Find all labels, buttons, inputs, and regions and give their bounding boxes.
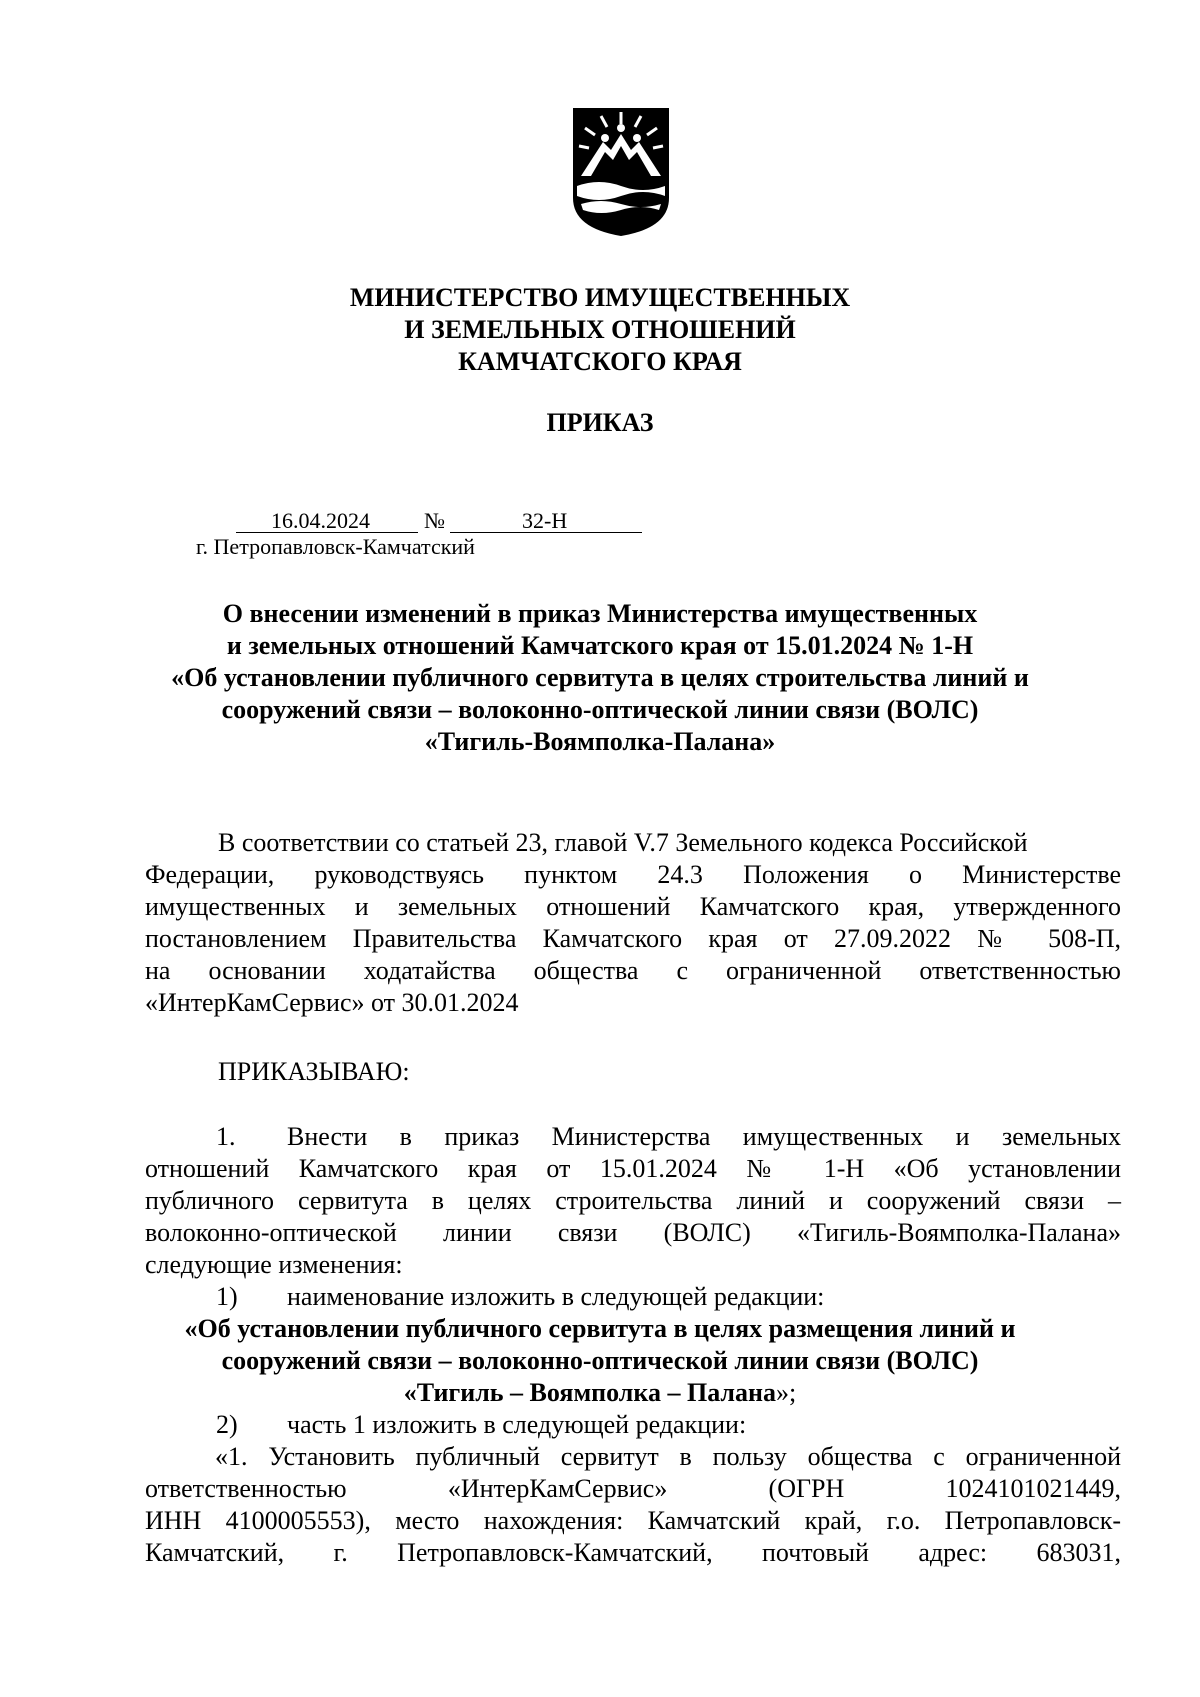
part-1-line-1: «1. Установить публичный сервитут в пользу общества с ограниченной [215, 1442, 1121, 1471]
number-underline [450, 532, 642, 533]
item-1-line-2: отношений Камчатского края от 15.01.2024 № 1-Н «Об установлении [145, 1154, 1121, 1183]
order-city: г. Петропавловск-Камчатский [196, 534, 475, 559]
item-1-line-4: волоконно-оптической линии связи (ВОЛС) «Тигиль-Воямполка-Палана» [145, 1218, 1121, 1247]
preamble-line-2: Федерации, руководствуясь пунктом 24.3 Положения о Министерстве [145, 860, 1121, 889]
preamble-paragraph [145, 827, 1121, 1019]
subject-line-4: сооружений связи – волоконно-оптической линии связи (ВОЛС) [221, 695, 979, 724]
ministry-line-2: И ЗЕМЕЛЬНЫХ ОТНОШЕНИЙ [404, 315, 796, 344]
preamble-line-4: постановлением Правительства Камчатского края от 27.09.2022 № 508-П, [145, 924, 1121, 953]
kamchatka-coat-of-arms-icon [571, 106, 671, 238]
new-title-line-3-tail: »; [776, 1378, 797, 1407]
new-title-line-3-bold: «Тигиль – Воямполка – Палана [403, 1378, 777, 1407]
preamble-line-1: В соответствии со статьей 23, главой V.7 Земельного кодекса Российской [218, 828, 1028, 857]
part-1-line-2: ответственностью «ИнтерКамСервис» (ОГРН 1024101021449, [145, 1474, 1121, 1503]
sub-item-1-text: наименование изложить в следующей редакции: [287, 1282, 825, 1311]
item-1-line-5: следующие изменения: [145, 1250, 403, 1279]
order-date: 16.04.2024 [271, 508, 370, 533]
part-1-paragraph [145, 1473, 1121, 1569]
preamble-line-5: на основании ходатайства общества с ограниченной ответственностью [145, 956, 1121, 985]
preamble-line-6: «ИнтерКамСервис» от 30.01.2024 [145, 988, 519, 1017]
part-1-first-line [215, 1441, 1121, 1473]
part-1-line-4: Камчатский, г. Петропавловск-Камчатский, почтовый адрес: 683031, [145, 1538, 1121, 1567]
order-subject [0, 598, 1200, 758]
date-underline [236, 532, 418, 533]
part-1-line-3: ИНН 4100005553), место нахождения: Камчатский край, г.о. Петропавловск- [145, 1506, 1121, 1535]
ministry-name [0, 282, 1200, 378]
number-sign: № [424, 508, 445, 533]
order-directive [145, 1056, 1121, 1088]
ministry-line-3: КАМЧАТСКОГО КРАЯ [458, 347, 742, 376]
item-1-number: 1. [216, 1122, 236, 1151]
new-title-line-2: сооружений связи – волоконно-оптической линии связи (ВОЛС) [221, 1346, 979, 1375]
order-directive-text: ПРИКАЗЫВАЮ: [218, 1057, 410, 1086]
sub-item-2-number: 2) [216, 1410, 238, 1439]
item-1-line-3: публичного сервитута в целях строительства линий и сооружений связи – [145, 1186, 1121, 1215]
subject-line-2: и земельных отношений Камчатского края от 15.01.2024 № 1-Н [226, 631, 974, 660]
new-title [0, 1313, 1200, 1409]
sub-item-2-text: часть 1 изложить в следующей редакции: [287, 1410, 747, 1439]
ministry-line-1: МИНИСТЕРСТВО ИМУЩЕСТВЕННЫХ [349, 283, 851, 312]
subject-line-5: «Тигиль-Воямполка-Палана» [424, 727, 776, 756]
preamble-line-3: имущественных и земельных отношений Камчатского края, утвержденного [145, 892, 1121, 921]
new-title-line-3 [0, 1377, 1200, 1409]
item-1-paragraph [145, 1153, 1121, 1281]
subject-line-1: О внесении изменений в приказ Министерства имущественных [222, 599, 978, 628]
sub-item-1-number: 1) [216, 1282, 238, 1311]
document-type-title: ПРИКАЗ [546, 408, 654, 437]
order-number: 32-Н [522, 508, 568, 533]
new-title-line-1: «Об установлении публичного сервитута в целях размещения линий и [184, 1314, 1016, 1343]
subject-line-3: «Об установлении публичного сервитута в целях строительства линий и [171, 663, 1029, 692]
item-1-line-1: Внести в приказ Министерства имущественных и земельных [287, 1122, 1121, 1151]
item-1-first-line [287, 1121, 1121, 1153]
